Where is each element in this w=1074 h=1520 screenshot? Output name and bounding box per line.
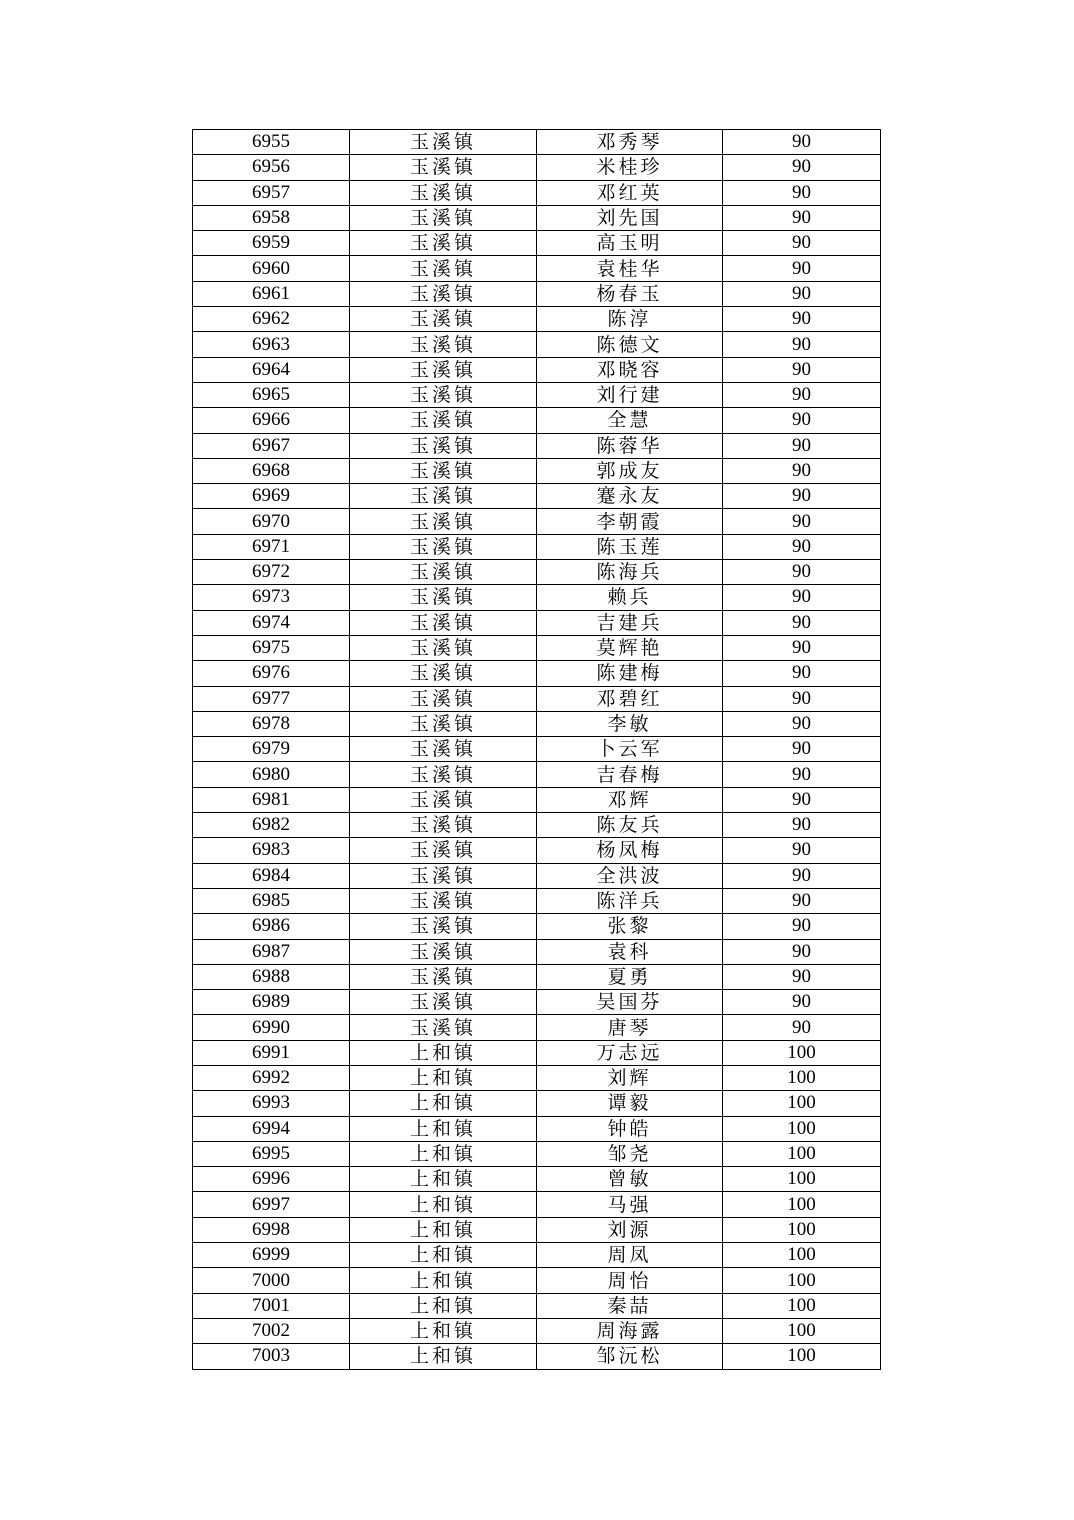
town-cell: 玉溪镇 — [350, 686, 537, 711]
town-cell: 玉溪镇 — [350, 332, 537, 357]
serial-number-cell: 6958 — [193, 205, 350, 230]
person-name-cell: 邹沅松 — [537, 1344, 723, 1369]
person-name-cell: 夏勇 — [537, 964, 723, 989]
person-name-cell: 全慧 — [537, 408, 723, 433]
person-name-cell: 陈洋兵 — [537, 888, 723, 913]
amount-cell: 90 — [723, 686, 881, 711]
serial-number-cell: 6959 — [193, 231, 350, 256]
town-cell: 玉溪镇 — [350, 635, 537, 660]
town-cell: 玉溪镇 — [350, 585, 537, 610]
amount-cell: 90 — [723, 281, 881, 306]
roster-table-body — [193, 130, 881, 1370]
amount-cell: 90 — [723, 762, 881, 787]
table-row — [193, 737, 881, 762]
person-name-cell: 赖兵 — [537, 585, 723, 610]
person-name-cell: 莫辉艳 — [537, 635, 723, 660]
serial-number-cell: 6987 — [193, 939, 350, 964]
person-name-cell: 刘源 — [537, 1217, 723, 1242]
town-cell: 玉溪镇 — [350, 205, 537, 230]
serial-number-cell: 6969 — [193, 484, 350, 509]
person-name-cell: 卜云军 — [537, 737, 723, 762]
person-name-cell: 钟皓 — [537, 1116, 723, 1141]
serial-number-cell: 6974 — [193, 610, 350, 635]
person-name-cell: 吴国芬 — [537, 990, 723, 1015]
amount-cell: 90 — [723, 610, 881, 635]
amount-cell: 90 — [723, 661, 881, 686]
amount-cell: 90 — [723, 205, 881, 230]
amount-cell: 100 — [723, 1318, 881, 1343]
serial-number-cell: 6980 — [193, 762, 350, 787]
amount-cell: 100 — [723, 1192, 881, 1217]
serial-number-cell: 6985 — [193, 888, 350, 913]
person-name-cell: 李敏 — [537, 711, 723, 736]
town-cell: 玉溪镇 — [350, 560, 537, 585]
amount-cell: 90 — [723, 180, 881, 205]
town-cell: 玉溪镇 — [350, 180, 537, 205]
person-name-cell: 陈建梅 — [537, 661, 723, 686]
table-row — [193, 1318, 881, 1343]
table-row — [193, 838, 881, 863]
table-row — [193, 914, 881, 939]
town-cell: 玉溪镇 — [350, 939, 537, 964]
person-name-cell: 邹尧 — [537, 1141, 723, 1166]
person-name-cell: 陈友兵 — [537, 813, 723, 838]
person-name-cell: 陈玉莲 — [537, 534, 723, 559]
roster-table — [192, 129, 881, 1370]
amount-cell: 90 — [723, 585, 881, 610]
table-row — [193, 787, 881, 812]
table-row — [193, 1141, 881, 1166]
serial-number-cell: 6979 — [193, 737, 350, 762]
town-cell: 玉溪镇 — [350, 534, 537, 559]
town-cell: 上和镇 — [350, 1344, 537, 1369]
amount-cell: 90 — [723, 560, 881, 585]
amount-cell: 90 — [723, 382, 881, 407]
table-row — [193, 130, 881, 155]
town-cell: 玉溪镇 — [350, 231, 537, 256]
table-row — [193, 964, 881, 989]
amount-cell: 90 — [723, 939, 881, 964]
town-cell: 玉溪镇 — [350, 408, 537, 433]
serial-number-cell: 6983 — [193, 838, 350, 863]
town-cell: 上和镇 — [350, 1141, 537, 1166]
serial-number-cell: 6964 — [193, 357, 350, 382]
town-cell: 玉溪镇 — [350, 813, 537, 838]
serial-number-cell: 6996 — [193, 1167, 350, 1192]
town-cell: 玉溪镇 — [350, 509, 537, 534]
town-cell: 玉溪镇 — [350, 610, 537, 635]
person-name-cell: 谭毅 — [537, 1091, 723, 1116]
serial-number-cell: 7003 — [193, 1344, 350, 1369]
town-cell: 玉溪镇 — [350, 130, 537, 155]
person-name-cell: 周怡 — [537, 1268, 723, 1293]
amount-cell: 100 — [723, 1167, 881, 1192]
serial-number-cell: 6997 — [193, 1192, 350, 1217]
person-name-cell: 蹇永友 — [537, 484, 723, 509]
serial-number-cell: 6970 — [193, 509, 350, 534]
amount-cell: 100 — [723, 1243, 881, 1268]
amount-cell: 90 — [723, 509, 881, 534]
town-cell: 上和镇 — [350, 1116, 537, 1141]
table-row — [193, 1268, 881, 1293]
town-cell: 上和镇 — [350, 1065, 537, 1090]
amount-cell: 100 — [723, 1065, 881, 1090]
amount-cell: 90 — [723, 534, 881, 559]
town-cell: 玉溪镇 — [350, 762, 537, 787]
table-row — [193, 1293, 881, 1318]
serial-number-cell: 6966 — [193, 408, 350, 433]
person-name-cell: 邓辉 — [537, 787, 723, 812]
table-row — [193, 180, 881, 205]
table-row — [193, 863, 881, 888]
table-row — [193, 256, 881, 281]
amount-cell: 90 — [723, 813, 881, 838]
serial-number-cell: 7001 — [193, 1293, 350, 1318]
serial-number-cell: 6968 — [193, 458, 350, 483]
person-name-cell: 全洪波 — [537, 863, 723, 888]
person-name-cell: 刘行建 — [537, 382, 723, 407]
serial-number-cell: 6975 — [193, 635, 350, 660]
amount-cell: 90 — [723, 484, 881, 509]
serial-number-cell: 6967 — [193, 433, 350, 458]
serial-number-cell: 6993 — [193, 1091, 350, 1116]
serial-number-cell: 6978 — [193, 711, 350, 736]
amount-cell: 90 — [723, 1015, 881, 1040]
town-cell: 玉溪镇 — [350, 155, 537, 180]
town-cell: 玉溪镇 — [350, 661, 537, 686]
table-row — [193, 382, 881, 407]
table-row — [193, 560, 881, 585]
table-row — [193, 661, 881, 686]
table-row — [193, 610, 881, 635]
town-cell: 玉溪镇 — [350, 382, 537, 407]
amount-cell: 90 — [723, 914, 881, 939]
serial-number-cell: 6976 — [193, 661, 350, 686]
person-name-cell: 唐琴 — [537, 1015, 723, 1040]
amount-cell: 90 — [723, 787, 881, 812]
table-row — [193, 281, 881, 306]
person-name-cell: 陈淳 — [537, 307, 723, 332]
amount-cell: 100 — [723, 1344, 881, 1369]
person-name-cell: 吉建兵 — [537, 610, 723, 635]
amount-cell: 90 — [723, 130, 881, 155]
serial-number-cell: 6960 — [193, 256, 350, 281]
amount-cell: 90 — [723, 863, 881, 888]
person-name-cell: 吉春梅 — [537, 762, 723, 787]
town-cell: 玉溪镇 — [350, 888, 537, 913]
town-cell: 上和镇 — [350, 1040, 537, 1065]
town-cell: 玉溪镇 — [350, 990, 537, 1015]
table-row — [193, 1091, 881, 1116]
serial-number-cell: 6981 — [193, 787, 350, 812]
serial-number-cell: 6998 — [193, 1217, 350, 1242]
amount-cell: 90 — [723, 458, 881, 483]
table-row — [193, 990, 881, 1015]
serial-number-cell: 6991 — [193, 1040, 350, 1065]
table-row — [193, 155, 881, 180]
table-row — [193, 408, 881, 433]
serial-number-cell: 6992 — [193, 1065, 350, 1090]
person-name-cell: 刘先国 — [537, 205, 723, 230]
table-row — [193, 686, 881, 711]
table-row — [193, 1344, 881, 1369]
serial-number-cell: 6962 — [193, 307, 350, 332]
person-name-cell: 张黎 — [537, 914, 723, 939]
serial-number-cell: 6984 — [193, 863, 350, 888]
table-row — [193, 711, 881, 736]
amount-cell: 90 — [723, 990, 881, 1015]
table-row — [193, 433, 881, 458]
table-row — [193, 1192, 881, 1217]
person-name-cell: 陈德文 — [537, 332, 723, 357]
town-cell: 上和镇 — [350, 1217, 537, 1242]
serial-number-cell: 6955 — [193, 130, 350, 155]
amount-cell: 100 — [723, 1217, 881, 1242]
person-name-cell: 高玉明 — [537, 231, 723, 256]
town-cell: 玉溪镇 — [350, 307, 537, 332]
serial-number-cell: 6956 — [193, 155, 350, 180]
serial-number-cell: 6972 — [193, 560, 350, 585]
person-name-cell: 杨凤梅 — [537, 838, 723, 863]
serial-number-cell: 7000 — [193, 1268, 350, 1293]
serial-number-cell: 6994 — [193, 1116, 350, 1141]
amount-cell: 90 — [723, 256, 881, 281]
amount-cell: 90 — [723, 635, 881, 660]
amount-cell: 90 — [723, 711, 881, 736]
town-cell: 玉溪镇 — [350, 458, 537, 483]
amount-cell: 90 — [723, 357, 881, 382]
table-row — [193, 585, 881, 610]
town-cell: 玉溪镇 — [350, 484, 537, 509]
person-name-cell: 陈蓉华 — [537, 433, 723, 458]
town-cell: 玉溪镇 — [350, 914, 537, 939]
table-row — [193, 1116, 881, 1141]
table-row — [193, 1015, 881, 1040]
town-cell: 上和镇 — [350, 1167, 537, 1192]
person-name-cell: 邓红英 — [537, 180, 723, 205]
town-cell: 玉溪镇 — [350, 281, 537, 306]
town-cell: 玉溪镇 — [350, 256, 537, 281]
amount-cell: 90 — [723, 155, 881, 180]
person-name-cell: 米桂珍 — [537, 155, 723, 180]
amount-cell: 90 — [723, 231, 881, 256]
town-cell: 玉溪镇 — [350, 1015, 537, 1040]
table-row — [193, 1040, 881, 1065]
amount-cell: 90 — [723, 307, 881, 332]
serial-number-cell: 6989 — [193, 990, 350, 1015]
amount-cell: 100 — [723, 1116, 881, 1141]
table-row — [193, 813, 881, 838]
table-row — [193, 888, 881, 913]
table-row — [193, 458, 881, 483]
table-row — [193, 205, 881, 230]
person-name-cell: 陈海兵 — [537, 560, 723, 585]
serial-number-cell: 6971 — [193, 534, 350, 559]
serial-number-cell: 6961 — [193, 281, 350, 306]
town-cell: 上和镇 — [350, 1243, 537, 1268]
amount-cell: 90 — [723, 737, 881, 762]
table-row — [193, 307, 881, 332]
town-cell: 上和镇 — [350, 1293, 537, 1318]
serial-number-cell: 6990 — [193, 1015, 350, 1040]
person-name-cell: 周凤 — [537, 1243, 723, 1268]
table-row — [193, 1217, 881, 1242]
town-cell: 上和镇 — [350, 1192, 537, 1217]
person-name-cell: 邓秀琴 — [537, 130, 723, 155]
person-name-cell: 周海露 — [537, 1318, 723, 1343]
table-row — [193, 332, 881, 357]
person-name-cell: 刘辉 — [537, 1065, 723, 1090]
person-name-cell: 万志远 — [537, 1040, 723, 1065]
table-row — [193, 635, 881, 660]
amount-cell: 90 — [723, 838, 881, 863]
table-row — [193, 509, 881, 534]
serial-number-cell: 6965 — [193, 382, 350, 407]
person-name-cell: 曾敏 — [537, 1167, 723, 1192]
serial-number-cell: 6982 — [193, 813, 350, 838]
amount-cell: 100 — [723, 1268, 881, 1293]
person-name-cell: 马强 — [537, 1192, 723, 1217]
town-cell: 玉溪镇 — [350, 838, 537, 863]
town-cell: 玉溪镇 — [350, 357, 537, 382]
amount-cell: 90 — [723, 964, 881, 989]
person-name-cell: 杨春玉 — [537, 281, 723, 306]
person-name-cell: 邓晓容 — [537, 357, 723, 382]
person-name-cell: 郭成友 — [537, 458, 723, 483]
serial-number-cell: 6986 — [193, 914, 350, 939]
serial-number-cell: 6995 — [193, 1141, 350, 1166]
table-row — [193, 484, 881, 509]
amount-cell: 90 — [723, 332, 881, 357]
town-cell: 上和镇 — [350, 1268, 537, 1293]
serial-number-cell: 6988 — [193, 964, 350, 989]
person-name-cell: 袁桂华 — [537, 256, 723, 281]
person-name-cell: 邓碧红 — [537, 686, 723, 711]
town-cell: 玉溪镇 — [350, 863, 537, 888]
amount-cell: 100 — [723, 1141, 881, 1166]
serial-number-cell: 6977 — [193, 686, 350, 711]
serial-number-cell: 6973 — [193, 585, 350, 610]
serial-number-cell: 6963 — [193, 332, 350, 357]
table-row — [193, 1065, 881, 1090]
amount-cell: 100 — [723, 1293, 881, 1318]
table-row — [193, 231, 881, 256]
person-name-cell: 秦喆 — [537, 1293, 723, 1318]
serial-number-cell: 7002 — [193, 1318, 350, 1343]
town-cell: 玉溪镇 — [350, 737, 537, 762]
town-cell: 上和镇 — [350, 1091, 537, 1116]
table-row — [193, 1167, 881, 1192]
table-row — [193, 939, 881, 964]
amount-cell: 90 — [723, 408, 881, 433]
amount-cell: 90 — [723, 433, 881, 458]
town-cell: 玉溪镇 — [350, 787, 537, 812]
table-row — [193, 357, 881, 382]
serial-number-cell: 6999 — [193, 1243, 350, 1268]
amount-cell: 100 — [723, 1091, 881, 1116]
town-cell: 上和镇 — [350, 1318, 537, 1343]
amount-cell: 100 — [723, 1040, 881, 1065]
person-name-cell: 袁科 — [537, 939, 723, 964]
table-row — [193, 762, 881, 787]
town-cell: 玉溪镇 — [350, 964, 537, 989]
town-cell: 玉溪镇 — [350, 433, 537, 458]
town-cell: 玉溪镇 — [350, 711, 537, 736]
amount-cell: 90 — [723, 888, 881, 913]
table-row — [193, 534, 881, 559]
table-row — [193, 1243, 881, 1268]
serial-number-cell: 6957 — [193, 180, 350, 205]
person-name-cell: 李朝霞 — [537, 509, 723, 534]
